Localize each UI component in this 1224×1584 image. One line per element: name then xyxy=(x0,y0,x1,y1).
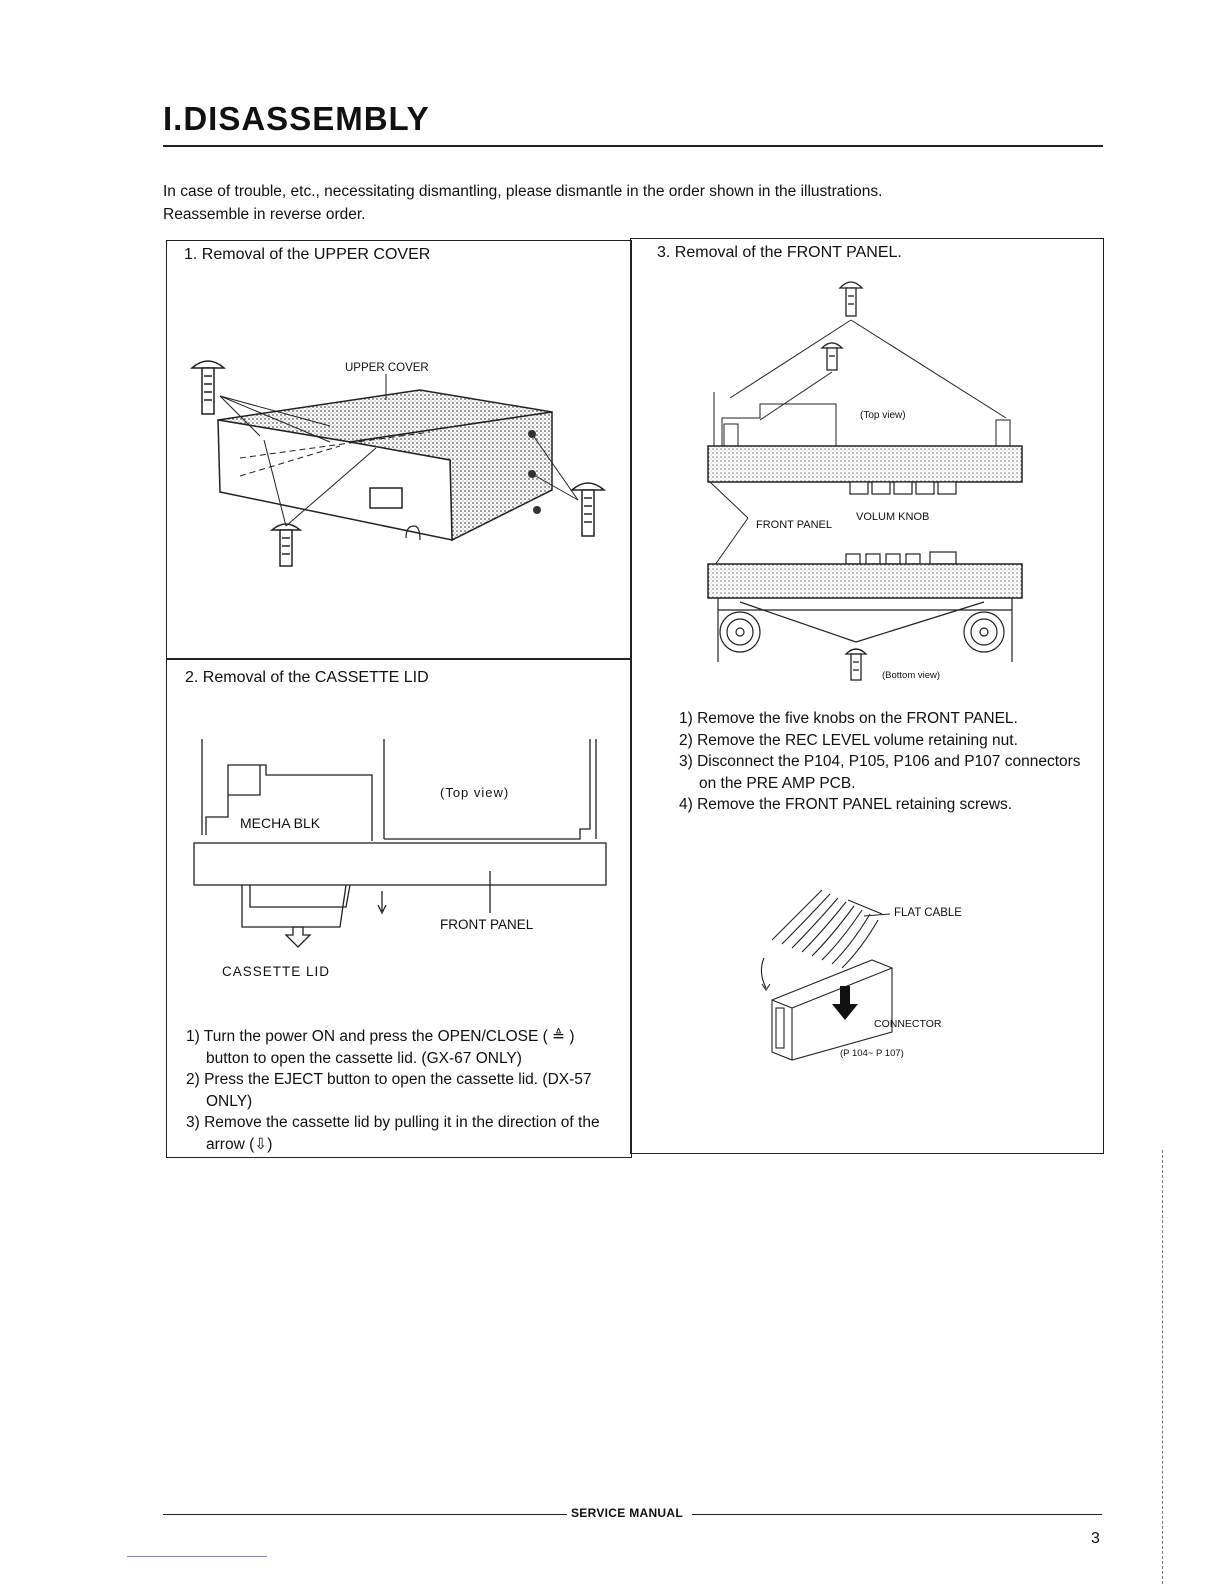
intro-text xyxy=(163,180,1063,226)
cassette-lid-illustration xyxy=(190,735,615,985)
page-number: 3 xyxy=(1091,1530,1100,1547)
footer-label: SERVICE MANUAL xyxy=(571,1506,683,1520)
label-mecha-blk: MECHA BLK xyxy=(240,815,321,831)
label-volum-knob: VOLUM KNOB xyxy=(856,511,930,523)
screw-icon xyxy=(192,361,224,414)
screw-icon xyxy=(846,649,866,680)
scan-edge xyxy=(1162,1150,1163,1584)
footer-rule-right xyxy=(692,1514,1102,1515)
section2-title: 2. Removal of the CASSETTE LID xyxy=(185,669,429,686)
title-rule xyxy=(163,145,1103,147)
label-flat-cable: FLAT CABLE xyxy=(894,907,962,919)
section3-step: 2) Remove the REC LEVEL volume retaining nut. xyxy=(679,731,1018,749)
footer-rule-left xyxy=(163,1514,567,1515)
label-connector: CONNECTOR xyxy=(874,1018,942,1030)
flat-cable-connector-illustration xyxy=(752,880,982,1070)
section2-steps xyxy=(186,1026,618,1155)
label-top-view: (Top view) xyxy=(860,410,906,421)
label-upper-cover: UPPER COVER xyxy=(345,362,429,374)
label-bottom-view: (Bottom view) xyxy=(882,670,941,681)
screw-icon xyxy=(572,483,604,536)
section3-step: 3) Disconnect the P104, P105, P106 and P107 connectors on the PRE AMP PCB. xyxy=(679,753,1081,792)
bottom-underline xyxy=(127,1556,267,1557)
label-front-panel: FRONT PANEL xyxy=(756,519,832,531)
section3-title: 3. Removal of the FRONT PANEL. xyxy=(657,244,902,261)
section2-step: 3) Remove the cassette lid by pulling it in the direction of the arrow (⇩) xyxy=(186,1114,600,1153)
section2-step: 2) Press the EJECT button to open the cassette lid. (DX-57 ONLY) xyxy=(186,1071,592,1110)
intro-line-2: Reassemble in reverse order. xyxy=(163,206,366,223)
intro-line-1: In case of trouble, etc., necessitating dismantling, please dismantle in the order shown in the illustrations. xyxy=(163,183,883,200)
label-front-panel: FRONT PANEL xyxy=(440,917,534,932)
section1-title: 1. Removal of the UPPER COVER xyxy=(184,246,431,263)
upper-cover-illustration xyxy=(180,350,620,580)
section3-step: 1) Remove the five knobs on the FRONT PANEL. xyxy=(679,710,1018,727)
section3-step: 4) Remove the FRONT PANEL retaining screws. xyxy=(679,796,1013,813)
label-connector-range: (P 104~ P 107) xyxy=(840,1048,904,1059)
label-cassette-lid: CASSETTE LID xyxy=(222,964,331,979)
screw-icon xyxy=(840,282,862,316)
section3-steps xyxy=(679,708,1084,816)
screw-icon xyxy=(822,343,842,370)
screw-icon xyxy=(272,524,300,566)
section2-step: 1) Turn the power ON and press the OPEN/CLOSE ( ≜ ) button to open the cassette lid. (GX-67 ONLY) xyxy=(186,1028,575,1067)
page-title: I.DISASSEMBLY xyxy=(163,100,430,137)
front-panel-illustration xyxy=(700,272,1040,692)
label-top-view: (Top view) xyxy=(440,785,510,800)
